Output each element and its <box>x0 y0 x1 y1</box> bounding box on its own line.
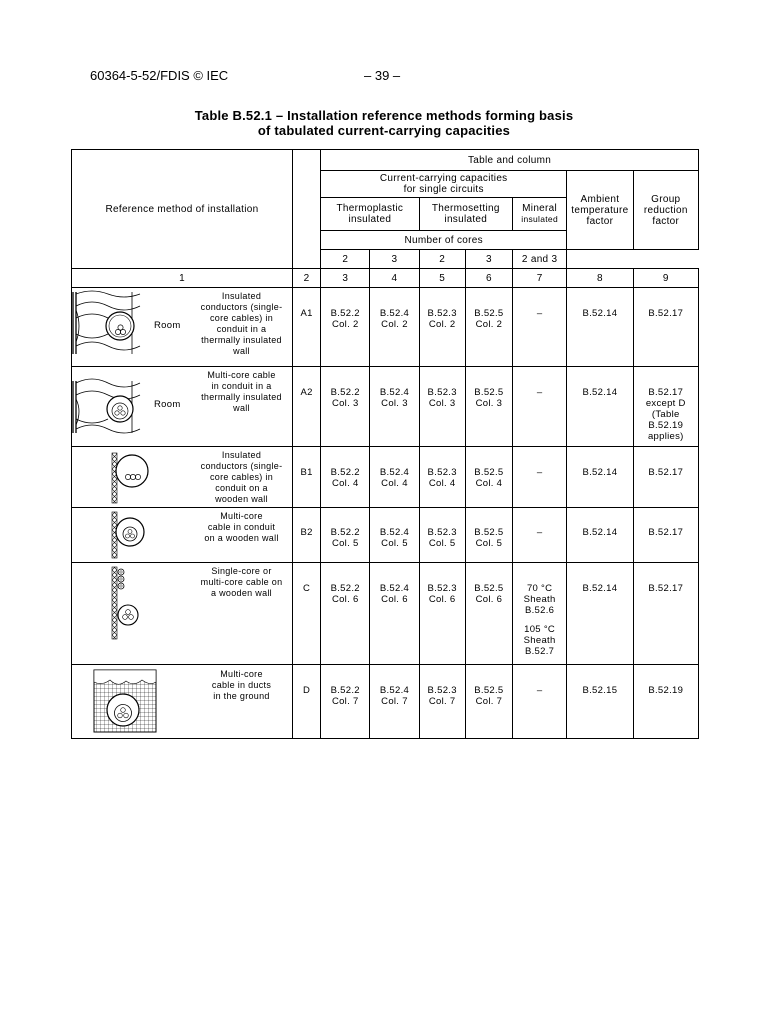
page-number: – 39 – <box>364 68 401 83</box>
table-ref-cell: B.52.3 Col. 3 <box>419 367 465 447</box>
wooden-wall-cable-icon <box>72 565 172 641</box>
reference-method-cell <box>72 447 293 508</box>
header-ambient: Ambient temperature factor <box>567 171 633 250</box>
table-row <box>72 563 699 665</box>
column-number: 3 <box>321 269 370 288</box>
insulated-wall-multicore-icon <box>72 369 152 435</box>
column-number: 9 <box>633 269 698 288</box>
installation-methods-table <box>71 149 699 739</box>
table-ref-cell: B.52.3 Col. 5 <box>419 508 465 563</box>
table-ref-cell: B.52.2 Col. 6 <box>321 563 370 665</box>
mineral-cell: – <box>513 288 567 367</box>
ambient-cell: B.52.14 <box>567 508 633 563</box>
header-number-of-cores: Number of cores <box>321 231 567 250</box>
header-thermosetting: Thermosetting insulated <box>419 198 512 231</box>
reference-method-cell <box>72 508 293 563</box>
table-ref-cell: B.52.4 Col. 2 <box>370 288 419 367</box>
ambient-cell: B.52.14 <box>567 563 633 665</box>
ambient-cell: B.52.14 <box>567 367 633 447</box>
column-number: 6 <box>465 269 512 288</box>
table-ref-cell: B.52.2 Col. 7 <box>321 665 370 739</box>
table-ref-cell: B.52.5 Col. 4 <box>465 447 512 508</box>
table-ref-cell: B.52.5 Col. 6 <box>465 563 512 665</box>
reference-method-cell <box>72 288 293 367</box>
table-ref-cell: B.52.3 Col. 4 <box>419 447 465 508</box>
ground-duct-icon <box>72 668 162 734</box>
table-ref-cell: B.52.2 Col. 3 <box>321 367 370 447</box>
group-cell: B.52.17 <box>633 288 698 367</box>
header-current-carrying: Current-carrying capacities for single circuits <box>321 171 567 198</box>
table-ref-cell: B.52.3 Col. 7 <box>419 665 465 739</box>
mineral-105c: 105 °C Sheath B.52.7 <box>523 624 556 657</box>
cores-value: 3 <box>370 250 419 269</box>
table-ref-cell: B.52.5 Col. 5 <box>465 508 512 563</box>
group-cell: B.52.19 <box>633 665 698 739</box>
table-title-line2: of tabulated current-carrying capacities <box>257 123 511 138</box>
wooden-wall-multicore-conduit-icon <box>72 510 172 560</box>
table-row <box>72 508 699 563</box>
group-cell: B.52.17 <box>633 447 698 508</box>
table-ref-cell: B.52.3 Col. 6 <box>419 563 465 665</box>
method-description: Multi-core cable in ducts in the ground <box>211 669 272 701</box>
table-title-line1: Table B.52.1 – Installation reference methods forming basis <box>194 108 574 123</box>
document-id: 60364-5-52/FDIS © IEC <box>90 68 229 83</box>
cores-value: 3 <box>465 250 512 269</box>
header-reference-method: Reference method of installation <box>72 150 293 269</box>
insulated-wall-conduit-icon <box>72 290 152 356</box>
table-ref-cell: B.52.2 Col. 4 <box>321 447 370 508</box>
method-description: Insulated conductors (single- core cables) in conduit in a thermally insulated wall <box>200 291 283 356</box>
column-number: 8 <box>567 269 633 288</box>
method-code: B1 <box>293 447 321 508</box>
header-blank <box>293 150 321 269</box>
mineral-70c: 70 °C Sheath B.52.6 <box>523 583 556 616</box>
method-description: Insulated conductors (single- core cables) in conduit on a wooden wall <box>200 450 283 504</box>
table-ref-cell: B.52.4 Col. 3 <box>370 367 419 447</box>
header-group: Group reduction factor <box>633 171 698 250</box>
group-cell: B.52.17 <box>633 563 698 665</box>
reference-method-cell <box>72 665 293 739</box>
reference-method-cell <box>72 563 293 665</box>
table-ref-cell: B.52.5 Col. 3 <box>465 367 512 447</box>
group-cell: B.52.17 <box>633 508 698 563</box>
ambient-cell: B.52.14 <box>567 288 633 367</box>
table-ref-cell: B.52.3 Col. 2 <box>419 288 465 367</box>
table-ref-cell: B.52.4 Col. 6 <box>370 563 419 665</box>
method-code: B2 <box>293 508 321 563</box>
header-table-and-column: Table and column <box>321 150 699 171</box>
table-ref-cell: B.52.2 Col. 5 <box>321 508 370 563</box>
mineral-cell <box>513 563 567 665</box>
table-ref-cell: B.52.4 Col. 4 <box>370 447 419 508</box>
header-mineral: Mineral insulated <box>513 198 567 231</box>
column-number: 5 <box>419 269 465 288</box>
table-row <box>72 367 699 447</box>
method-code: C <box>293 563 321 665</box>
table-row <box>72 447 699 508</box>
mineral-cell: – <box>513 665 567 739</box>
ambient-cell: B.52.14 <box>567 447 633 508</box>
mineral-cell: – <box>513 508 567 563</box>
ambient-cell: B.52.15 <box>567 665 633 739</box>
table-ref-cell: B.52.5 Col. 7 <box>465 665 512 739</box>
group-cell: B.52.17 except D (Table B.52.19 applies) <box>633 367 698 447</box>
mineral-cell: – <box>513 367 567 447</box>
mineral-cell: – <box>513 447 567 508</box>
table-title <box>0 108 768 138</box>
room-label: Room <box>154 320 181 331</box>
table-ref-cell: B.52.5 Col. 2 <box>465 288 512 367</box>
room-label: Room <box>154 399 181 410</box>
column-number: 1 <box>72 269 293 288</box>
wooden-wall-conduit-icon <box>72 449 172 505</box>
cores-value: 2 and 3 <box>513 250 567 269</box>
column-number: 7 <box>513 269 567 288</box>
table-row <box>72 665 699 739</box>
table-ref-cell: B.52.2 Col. 2 <box>321 288 370 367</box>
method-code: A1 <box>293 288 321 367</box>
method-description: Multi-core cable in conduit on a wooden wall <box>204 511 279 543</box>
column-number: 2 <box>293 269 321 288</box>
method-code: D <box>293 665 321 739</box>
reference-method-cell <box>72 367 293 447</box>
cores-value: 2 <box>419 250 465 269</box>
header-thermoplastic: Thermoplastic insulated <box>321 198 419 231</box>
table-row <box>72 288 699 367</box>
cores-value: 2 <box>321 250 370 269</box>
table-ref-cell: B.52.4 Col. 7 <box>370 665 419 739</box>
method-description: Multi-core cable in conduit in a thermally insulated wall <box>201 370 282 413</box>
table-ref-cell: B.52.4 Col. 5 <box>370 508 419 563</box>
column-number: 4 <box>370 269 419 288</box>
method-code: A2 <box>293 367 321 447</box>
method-description: Single-core or multi-core cable on a wooden wall <box>200 566 283 598</box>
